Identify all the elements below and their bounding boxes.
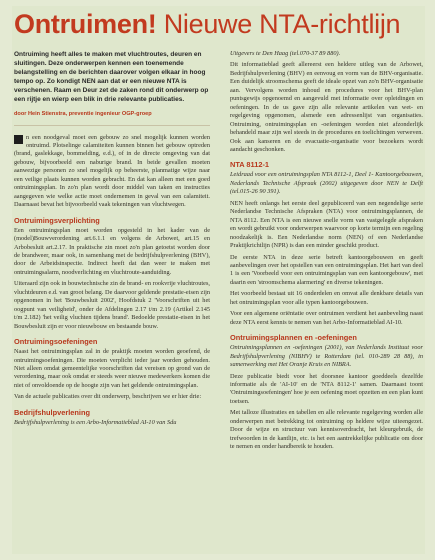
body-paragraph: Een ontruimingsplan moet worden opgesteld in het kader van de (model)Bouwverordening art.6.1.1 en volgens de Arbowet, art.15 en Arbobesluit art.2.17. In praktische zin moet zo'n plan getoetst worden door de brandweer, maar ook, in samenhang met de bedrijfshulpverlening (BHV), door de Arbeidsinspectie. Indirect heeft dat dan weer te maken met ontruimingsalarm, noodverlichting en vluchtroute-aanduiding. [14,226,210,276]
section-heading: Bedrijfshulpverlening [14,407,90,417]
section-heading: Ontruimingsplannen en -oefeningen [230,333,357,343]
section-heading: Ontruimingsverplichting [14,215,100,225]
body-paragraph: Ontruimingsplannen en -oefeningen (2001), van Nederlands Instituut voor Bedrijfshulpverlening (NIBHV) te Rotterdam (tel. 010-289 28 88), in samenwerking met Het Oranje Kruis en NIBRA. [230,344,423,369]
left-column [14,50,210,430]
section-heading: Ontruimingsoefeningen [14,337,98,347]
body-paragraph: Het voorbeeld bestaat uit 16 onderdelen en omvat alle denkbare details van het ontruimingsplan voor alle typen kantoorgebouwen. [230,290,423,306]
body-paragraph: De eerste NTA in deze serie betreft kantoorgebouwen en geeft aanbevelingen over het opstellen van een ontruimingsplan. Het hart van deel 1 is een 'Voorbeeld voor een ontruimingsplan van een kantoorgebouw', met daarin een 'stroomschema alarmering' en diverse tekeningen. [230,253,423,286]
title-part-2: Nieuwe NTA-richtlijn [156,9,401,39]
section-heading: NTA 8112-1 [230,160,270,170]
body-paragraph: Uiteraard zijn ook in bouwtechnische zin de brand- en rookvrije vluchtroutes, vluchtdeuren e.d. van groot belang. De daarvoor geldende prestatie-eisen zijn opgenomen in het 'Bouwbesluit 2002', Hoofdstuk 2 'Voorschriften uit het oogpunt van veiligheid', onder de Afdelingen 2.17 t/m 2.19 (Artikel 2.145 t/m 2.182) 'het veilig vluchten tijdens brand'. Bedoelde prestatie-eisen in het Bouwbesluit zijn er voor nieuwbouw en bestaande bouw. [14,280,210,330]
body-paragraph: Voor een algemene oriëntatie over ontruimen verdient het aanbeveling naast deze NTA eerst kennis te nemen van het Arbo-Informatieblad AI-10. [230,310,423,326]
title-part-1: Ontruimen! [14,9,157,39]
body-paragraph: Met talloze illustraties en tabellen en alle relevante regelgeving worden alle onderwerpen met betrekking tot ontruiming op heldere wijze uiteengezet. Door de wijze en structuur van kennisoverdracht, het kleurgebruik, de trefwoorden in de kantlijn, etc. is het een aantrekkelijke publicatie om door te nemen en onder handbereik te houden. [230,409,423,451]
body-paragraph: Deze publicatie biedt voor het doorsnee kantoor goeddeels dezelfde informatie als de 'AI-10' en de 'NTA 8112-1' samen. Daarnaast toont 'Ontruimingsoefeningen' hoe je een oefening moet opzetten en een plan kunt toetsen. [230,372,423,405]
intro-paragraph: Ontruiming heeft alles te maken met vluchtroutes, deuren en sluitingen. Deze onderwerpen kennen een toenemende belangstelling en de berichten daarover volgen elkaar in hoog tempo op. Zo kondigt NEN aan dat er een nieuwe NTA is verschenen. Raam en Deur zet de zaken rond dit onderwerp op een rijtje en wierp een blik in drie relevante publicaties. [14,51,209,104]
article-title [14,8,400,40]
body-paragraph: NEN heeft onlangs het eerste deel gepubliceerd van een negendelige serie Nederlandse Technische Afspraken (NTA) voor ontruimingsplannen, de NTA 8112. Een NTA is een nieuwe snelle vorm van vastgelegde afspraken en wordt gebruikt voor onderwerpen waarvoor op korte termijn een regeling noodzakelijk is. Een Nederlandse norm (NEN) of een Nederlandse Praktijkrichtlijn (NPR) is dan een minder geschikt product. [230,199,423,250]
body-paragraph: Van de actuele publicaties over dit onderwerp, beschrijven we er hier drie: [14,393,202,401]
article-page [12,6,425,554]
body-paragraph: Naast het ontruimingsplan zal in de praktijk moeten worden geoefend, de ontruimingsoefeningen. Die moeten verplicht ieder jaar worden gehouden. Niet alleen omdat gemeentelijke voorschriften dat vereisen op grond van de verordening, maar ook omdat er steeds weer nieuwe medewerkers komen die niet of onvoldoende op de hoogte zijn van het geldende ontruimingsplan. [14,348,210,389]
divider [14,125,210,126]
body-paragraph: Uitgevers te Den Haag (tel.070-37 89 880). [230,50,341,57]
body-paragraph: Dit informatieblad geeft allereerst een heldere uitleg van de Arbowet, Bedrijfshulpverlening (BHV) en eenvoug en vorm van de BHV-organisatie. Een duidelijk stroomschema geeft de ideale opzet van zo'n BHV-organisatie aan. Vervolgens worden inhoud en procedures voor het BHV-plan puntsgewijs opgenoemd en aangevuld met informatie over opleidingen en oefeningen. In de us gave zijn alle relevante artikelen van wet- en regelgeving opgenomen, alsmede een adressenlijst van organisaties. Ontruiming, ontruimingsplan en -oefeningen worden niet afzonderlijk behandeld maar zijn wel steeds in de procedures en toelichtingen verweven. Ook aan kanseren en de evacuatie-organisatie voor bezoekers wordt aandacht geschonken. [230,61,423,153]
author-byline: door Hein Stienstra, preventie ingenieur OGP-groep [14,110,152,117]
right-column [230,50,423,455]
body-paragraph: Leidraad voor een ontruimingsplan NTA 8112-1, Deel 1- Kantoorgebouwen, Nederlands Technische Afspraak (2002) uitgegeven door NEN te Delft (tel.015-26 90 391). [230,171,423,196]
body-paragraph: Bedrijfshulpverlening is een Arbo-Informatieblad AI-10 van Sdu [14,418,177,426]
drop-cap [14,135,23,144]
body-paragraph [14,134,210,210]
body-text: n een noodgeval moet een gebouw zo snel mogelijk kunnen worden ontruimd. Plotselinge calamiteiten kunnen binnen het gebouw optreden (brand, gaslekkage, bommelding, e.d.), of in de directe omgeving van dat gebouw, bijvoorbeeld een naburige brand. In beide gevallen moeten aanwezige personen zo snel mogelijk op beheerste, planmatige wijze naar een veilige plaats kunnen worden gebracht. En dat kan alleen met een goed ontruimingsplan. In zo'n plan wordt door middel van taken en instructies aangegeven wie welke actie moet ondernemen in geval van een calamiteit. Daarnaast bevat het bijvoorbeeld vaak tekeningen van vluchtwegen. [14,133,210,209]
